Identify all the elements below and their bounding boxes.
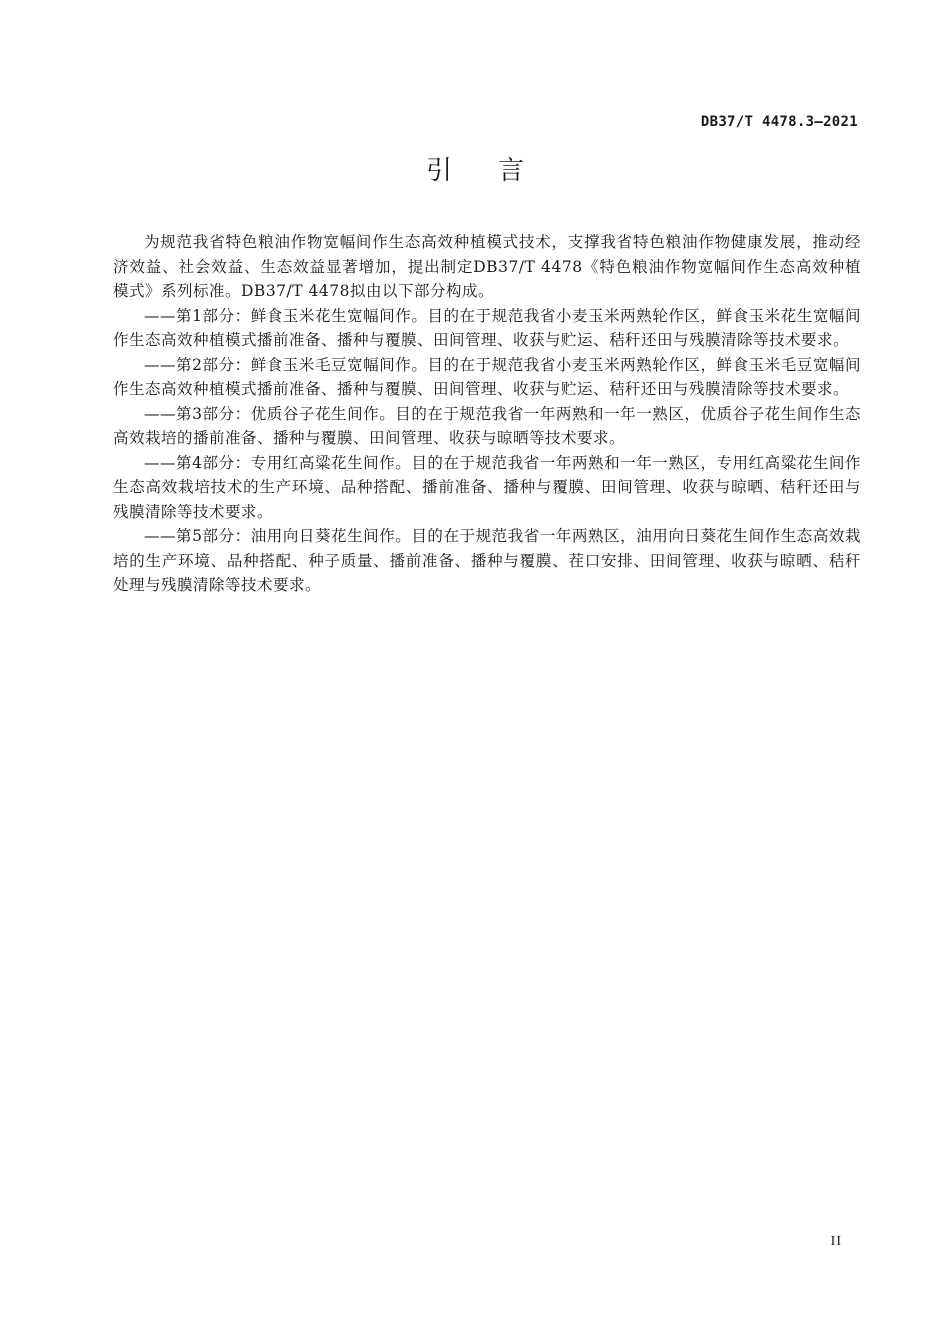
paragraph-intro: 为规范我省特色粮油作物宽幅间作生态高效种植模式技术，支撑我省特色粮油作物健康发展，推动经济效益、社会效益、生态效益显著增加，提出制定DB37/T 4478《特色粮油作物宽幅间作生态高效种植模式》系列标准。DB37/T 4478拟由以下部分构成。 [113,233,861,300]
paragraph-part-4: ——第4部分：专用红高粱花生间作。目的在于规范我省一年两熟和一年一熟区，专用红高粱花生间作生态高效栽培技术的生产环境、品种搭配、播前准备、播种与覆膜、田间管理、收获与晾晒、秸秆还田与残膜清除等技术要求。 [113,453,861,521]
page-number: II [830,1234,842,1249]
document-body [113,230,861,598]
page-title: 引言 [425,156,570,186]
paragraph-part-3: ——第3部分：优质谷子花生间作。目的在于规范我省一年两熟和一年一熟区，优质谷子花生间作生态高效栽培的播前准备、播种与覆膜、田间管理、收获与晾晒等技术要求。 [113,404,861,447]
paragraph-part-5: ——第5部分：油用向日葵花生间作。目的在于规范我省一年两熟区，油用向日葵花生间作生态高效栽培的生产环境、品种搭配、种子质量、播前准备、播种与覆膜、茬口安排、田间管理、收获与晾晒、秸秆处理与残膜清除等技术要求。 [113,527,861,594]
paragraph-part-2: ——第2部分：鲜食玉米毛豆宽幅间作。目的在于规范我省小麦玉米两熟轮作区，鲜食玉米毛豆宽幅间作生态高效种植模式播前准备、播种与覆膜、田间管理、收获与贮运、秸秆还田与残膜清除等技术要求。 [113,355,861,398]
standard-code: DB37/T 4478.3—2021 [700,114,858,130]
paragraph-part-1: ——第1部分：鲜食玉米花生宽幅间作。目的在于规范我省小麦玉米两熟轮作区，鲜食玉米花生宽幅间作生态高效种植模式播前准备、播种与覆膜、田间管理、收获与贮运、秸秆还田与残膜清除等技术要求。 [113,306,861,349]
